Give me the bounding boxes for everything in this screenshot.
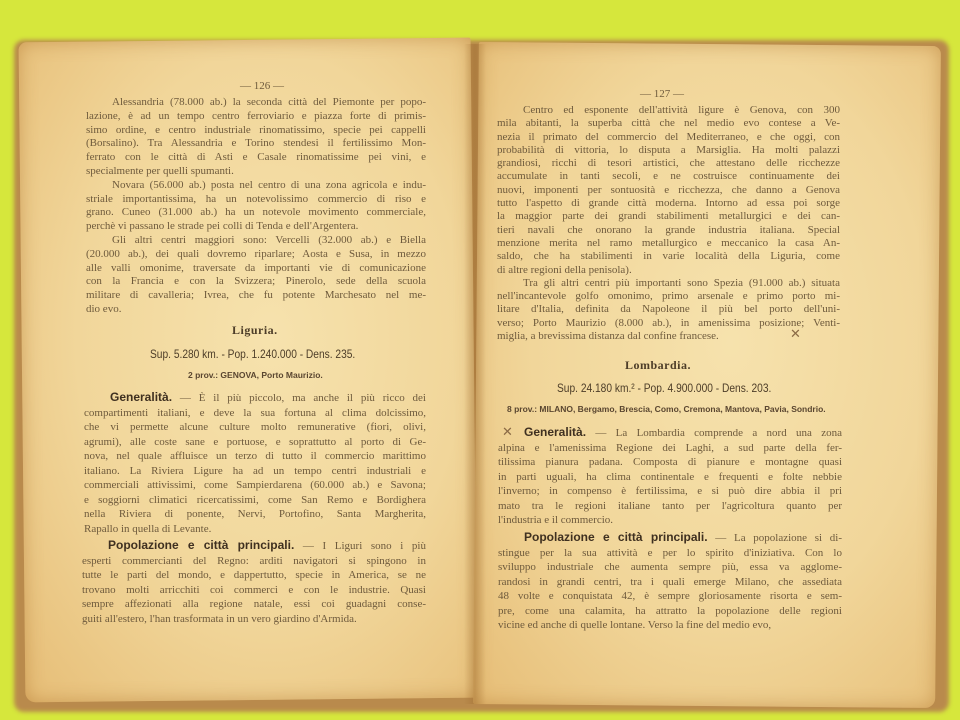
text-line <box>82 538 426 554</box>
text-line: sviluppo industriale che aumenta sempre più, essa va agglome- <box>498 561 842 573</box>
section-lead: Popolazione e città principali. <box>108 538 295 552</box>
text-line: accumulate in tanti secoli, e ne costruisce continuamente dei <box>497 170 840 183</box>
text-line: menzione merita nel ramo metallurgico e meccanico la casa An- <box>497 236 840 249</box>
pencil-mark: ✕ <box>502 424 513 439</box>
text-line: Rapallo in quella di Levante. <box>84 522 212 535</box>
text-line <box>498 530 842 546</box>
text-span: — I Liguri sono i più <box>294 540 426 552</box>
book-gutter <box>464 44 486 704</box>
text-span: — È il più piccolo, ma anche il più ricco dei <box>172 392 426 404</box>
page-number: — 127 — <box>640 88 684 100</box>
region-stats: Sup. 5.280 km. - Pop. 1.240.000 - Dens. 235. <box>150 347 356 361</box>
text-line: probabilità di vittoria, lo disputa a Marsiglia. Ha molti palazzi <box>497 143 840 156</box>
region-title: Lombardia. <box>625 358 692 372</box>
text-line: mila abitanti, la superba città che nel medio evo contese a Ve- <box>497 117 840 130</box>
section-generalita <box>498 425 842 528</box>
text-line: vicine ed anche di quelle lontane. Verso la fine del medio evo, <box>498 619 772 631</box>
text-line: italiano. La Riviera Ligure ha ad un tempo centri industriali e <box>84 464 426 477</box>
text-block <box>86 96 426 317</box>
text-line: grandiosi, ricchi di tesori artistici, che attestano delle ricchezze <box>497 157 840 170</box>
text-block <box>497 104 840 343</box>
text-line: nova, nel quale affluisce un terzo di tutto il commercio marittimo <box>84 450 426 462</box>
page-number: — 126 — <box>240 80 284 92</box>
text-line: alpina e l'amenissima Regione dei Laghi, a sud parte della fer- <box>498 441 842 454</box>
region-stats: Sup. 24.180 km.² - Pop. 4.900.000 - Dens. 203. <box>557 381 772 395</box>
text-line: di altre regioni della penisola). <box>497 263 632 276</box>
text-line: con la Francia e con la Svizzera; Pinerolo, sede della scuola <box>86 275 426 288</box>
text-line: militare di cavalleria; Ivrea, che fu potente Marchesato nel me- <box>86 289 426 302</box>
text-line: stingue per la sua attività e per lo spirito d'iniziativa. Con lo <box>498 546 842 559</box>
text-line: pre, come una calamita, ha attratto la popolazione delle regioni <box>498 604 842 617</box>
text-line: commerciali attivissimi, come Sampierdarena (60.000 ab.) e Savona; <box>84 479 426 491</box>
region-provinces: 8 prov.: MILANO, Bergamo, Brescia, Como, Cremona, Mantova, Pavia, Sondrio. <box>507 404 826 414</box>
text-line: lazione, è ad un tempo centro ferroviario e piazza forte di primis- <box>86 109 426 122</box>
text-line: e soggiorni climatici ricercatissimi, come San Remo e Bordighera <box>84 493 426 506</box>
text-line: nella Riviera di ponente, Nervi, Portofino, Santa Margherita, <box>84 508 426 520</box>
section-popolazione <box>498 530 842 633</box>
text-line: (Borsalino). Tra Alessandria e Torino stendesi il fertilissimo Mon- <box>86 137 426 150</box>
section-lead: Generalità. <box>110 390 173 404</box>
section-lead: Generalità. <box>524 425 587 439</box>
section-lead: Popolazione e città principali. <box>524 530 708 544</box>
text-line: mato tra le regioni italiane tanto per l'agricoltura quanto per <box>498 499 842 512</box>
text-line: saldo, che ha stabilimenti in varie località della Liguria, come <box>497 250 840 263</box>
text-line: perchè vi passano le strade pei colli di Tenda e dell'Argentera. <box>86 220 359 233</box>
text-line: tutte le parti del mondo, e dappertutto, specie in America, se ne <box>82 569 426 581</box>
text-line: nell'incantevole golfo omonimo, primo arsenale e primo porto mi- <box>497 290 840 303</box>
pencil-mark: ✕ <box>790 326 801 341</box>
text-line: tilissima pianura padana. Composta di pianure e montagne quasi <box>498 456 842 468</box>
text-line: tutto l'aspetto di grande città moderna. Intorno ad essa poi sorge <box>497 197 840 210</box>
text-line: Novara (56.000 ab.) posta nel centro di una zona agricola e indu- <box>112 178 426 191</box>
section-generalita <box>84 390 426 536</box>
text-line: Gli altri centri maggiori sono: Vercelli (32.000 ab.) e Biella <box>112 233 426 246</box>
text-line: miglia, a brevissima distanza dal confine francese. <box>497 330 719 343</box>
text-line: esperti commercianti del Regno: arditi navigatori si spingono in <box>82 554 426 567</box>
text-line: dio evo. <box>86 302 122 315</box>
section-popolazione <box>82 538 426 626</box>
text-line: l'industria e il commercio. <box>498 514 614 526</box>
text-line: litare d'Italia, definita da Napoleone il più bel porto dell'uni- <box>497 303 840 316</box>
text-line: grano. Cuneo (31.000 ab.) ha un notevole movimento commerciale, <box>86 206 426 219</box>
text-line: striale importantissima, ha un notevolissimo commercio di riso e <box>86 192 426 205</box>
text-line: randosi in grandi centri, tra i quali emerge Milano, che assediata <box>498 575 842 588</box>
text-line: nezia il primato del commercio del Mediterraneo, e che oggi, con <box>497 130 840 143</box>
text-line: trovano molti arricchiti coi commerci e con le industrie. Quasi <box>82 583 426 596</box>
text-line: (20.000 ab.), dei quali dovremo riparlare; Aosta e Susa, in mezzo <box>86 247 426 260</box>
text-line <box>498 425 842 441</box>
text-line: Tra gli altri centri più importanti sono Spezia (91.000 ab.) situata <box>523 276 840 289</box>
region-provinces: 2 prov.: GENOVA, Porto Maurizio. <box>188 370 323 380</box>
text-line: Centro ed esponente dell'attività ligure è Genova, con 300 <box>523 104 840 116</box>
text-line: guiti all'estero, l'han trasformata in un vero giardino d'Armida. <box>82 612 357 625</box>
text-line: specialmente per quelli spumanti. <box>86 164 234 177</box>
region-title: Liguria. <box>232 323 278 337</box>
text-line: nuovi, imponenti per sontuosità e ricchezza, che danno a Genova <box>497 183 840 196</box>
text-line: che vi permette alcune culture molto remunerative (fiori, olivi, <box>84 421 426 433</box>
text-line: 48 volte e conquistata 42, è sempre gloriosamente risorta e sem- <box>498 590 842 602</box>
text-line: Alessandria (78.000 ab.) la seconda città del Piemonte per popo- <box>112 96 426 108</box>
text-line: in parti uguali, ha clima continentale e frequenti e folte nebbie <box>498 470 842 483</box>
text-line: la maggior parte dei grandi stabilimenti metallurgici e dei can- <box>497 210 840 223</box>
text-line <box>84 390 426 406</box>
text-line: compartimenti italiani, e deve la sua fortuna al clima dolcissimo, <box>84 406 426 419</box>
text-span: — La popolazione si di- <box>707 532 842 544</box>
text-line: agrumi), alle coste sane e portuose, e soprattutto al porto di Ge- <box>84 435 426 448</box>
text-line: simo ordine, e centro industriale rinomatissimo, specie pei cappelli <box>86 123 426 136</box>
text-line: ferrato con le città di Asti e Casale rinomatissime pei vini, e <box>86 151 426 164</box>
text-line: tieri navali che onorano la grande industria italiana. Special <box>497 223 840 236</box>
text-line: verso; Porto Maurizio (8.000 ab.), in amenissima posizione; Venti- <box>497 316 840 329</box>
text-line: alle valli omonime, traversate da importanti vie di comunicazione <box>86 261 426 274</box>
text-line: l'inverno; in compenso è fertilissima, e si può dire abbia il pri <box>498 485 842 497</box>
text-span: — La Lombardia comprende a nord una zona <box>586 427 842 439</box>
text-line: sempre affezionati alla regione natale, essi coi guadagni conse- <box>82 598 426 610</box>
